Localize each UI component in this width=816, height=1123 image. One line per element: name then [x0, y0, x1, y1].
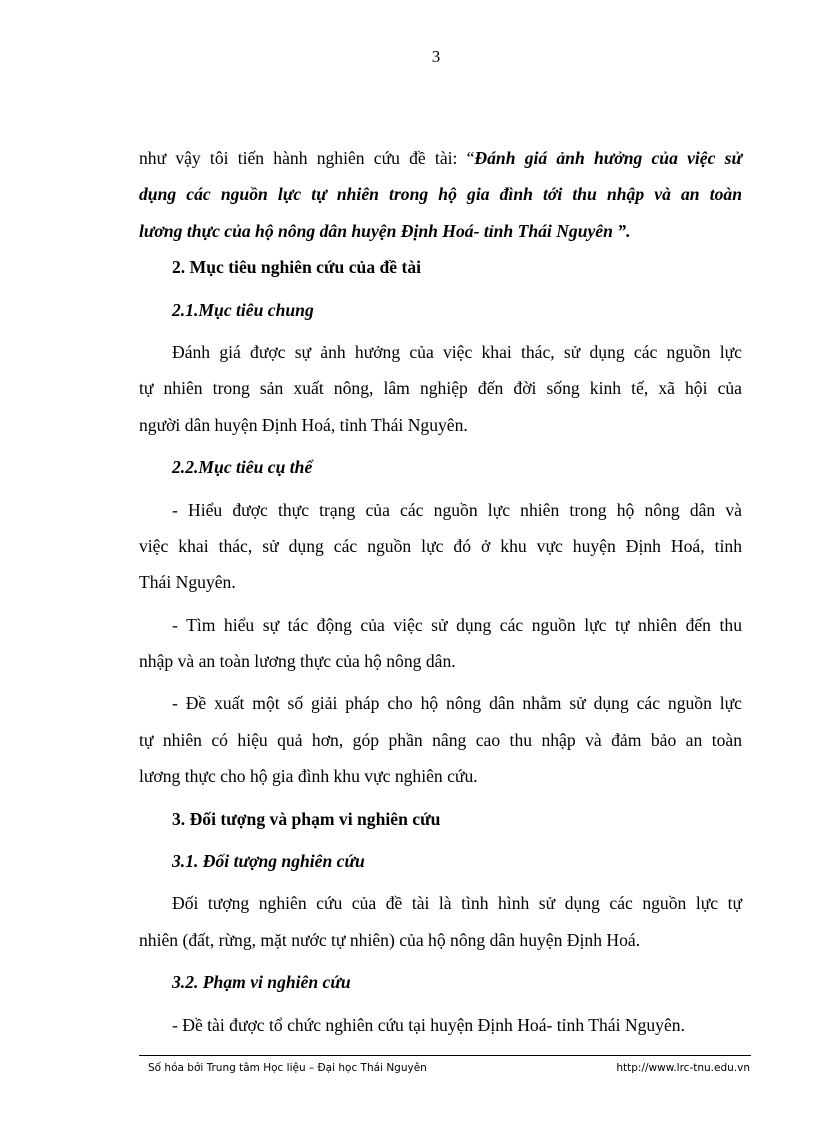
s31-line-1: Đối tượng nghiên cứu của đề tài là tình hình sử dụng các nguồn lực tự [172, 893, 742, 914]
s22-bullet-1-line-1: - Hiểu được thực trạng của các nguồn lực nhiên trong hộ nông dân và [172, 499, 742, 520]
thesis-title-part-1: Đánh giá ảnh hưởng của việc sử [474, 148, 742, 168]
page-number: 3 [431, 47, 441, 66]
footer-source-text: Số hóa bởi Trung tâm Học liệu – Đại học Thái Nguyên [148, 1062, 427, 1074]
s22-bullet-1-line-3: Thái Nguyên. [139, 572, 236, 593]
s21-line-3: người dân huyện Định Hoá, tỉnh Thái Nguyên. [139, 414, 468, 435]
s22-bullet-2-line-2: nhập và an toàn lương thực của hộ nông dân. [139, 651, 456, 672]
s31-line-2: nhiên (đất, rừng, mặt nước tự nhiên) của hộ nông dân huyện Định Hoá. [139, 929, 641, 950]
footer-url: http://www.lrc-tnu.edu.vn [616, 1062, 750, 1074]
section-2-2-heading: 2.2.Mục tiêu cụ thể [172, 457, 313, 478]
s22-bullet-3-line-1: - Đề xuất một số giải pháp cho hộ nông dân nhằm sử dụng các nguồn lực [172, 693, 742, 714]
intro-line-1 [139, 140, 742, 176]
s21-line-1: Đánh giá được sự ảnh hưởng của việc khai thác, sử dụng các nguồn lực [172, 341, 742, 362]
section-2-heading: 2. Mục tiêu nghiên cứu của đề tài [172, 257, 422, 278]
thesis-title-line-2: dụng các nguồn lực tự nhiên trong hộ gia đình tới thu nhập và an toàn [139, 184, 742, 205]
section-3-2-heading: 3.2. Phạm vi nghiên cứu [172, 972, 351, 993]
s32-line-1: - Đề tài được tổ chức nghiên cứu tại huyện Định Hoá- tỉnh Thái Nguyên. [172, 1014, 685, 1035]
s22-bullet-2-line-1: - Tìm hiểu sự tác động của việc sử dụng các nguồn lực tự nhiên đến thu [172, 614, 742, 635]
section-2-1-heading: 2.1.Mục tiêu chung [172, 299, 314, 320]
section-3-heading: 3. Đối tượng và phạm vi nghiên cứu [172, 808, 441, 829]
intro-plain-text: như vậy tôi tiến hành nghiên cứu đề tài: “ [139, 148, 475, 168]
s22-bullet-3-line-3: lương thực cho hộ gia đình khu vực nghiên cứu. [139, 766, 478, 787]
s22-bullet-3-line-2: tự nhiên có hiệu quả hơn, góp phần nâng cao thu nhập và đảm bảo an toàn [139, 729, 742, 750]
section-3-1-heading: 3.1. Đối tượng nghiên cứu [172, 851, 365, 872]
thesis-title-line-3: lương thực của hộ nông dân huyện Định Hoá- tỉnh Thái Nguyên ”. [139, 220, 631, 241]
document-body [139, 140, 742, 1043]
s22-bullet-1-line-2: việc khai thác, sử dụng các nguồn lực đó ở khu vực huyện Định Hoá, tỉnh [139, 535, 742, 556]
s21-line-2: tự nhiên trong sản xuất nông, lâm nghiệp đến đời sống kinh tế, xã hội của [139, 378, 742, 399]
footer-divider [139, 1055, 751, 1056]
